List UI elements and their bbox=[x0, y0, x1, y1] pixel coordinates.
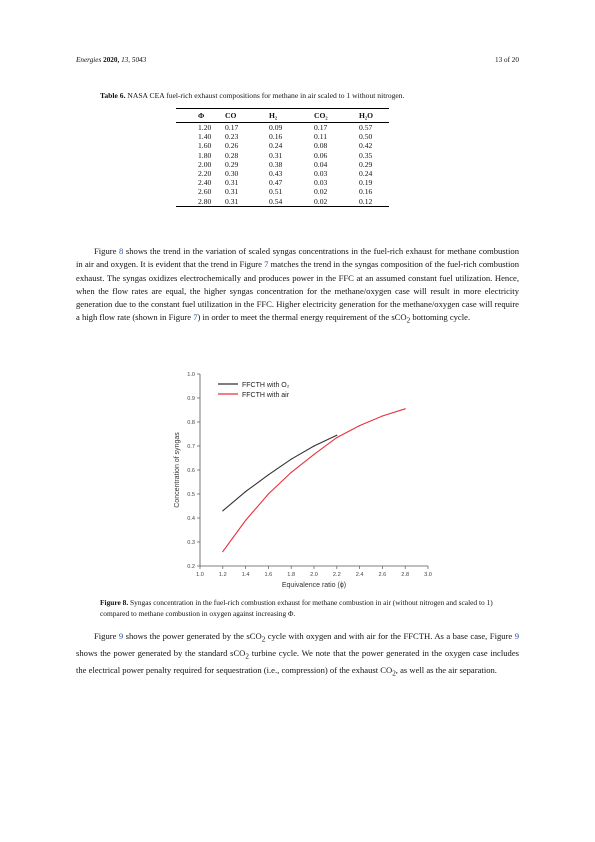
text-run: matches the trend in the syngas composition of the fuel-rich combustion exhaust. The syngas oxidizes electrochemically and produces power in the FFC at an assumed constant fuel utilization. Hence, when the flow rates are equal, the higher syngas concentration for the methane/oxygen case will result in more electricity generation due to the constant fuel utilization in the FFC. Higher electricity generation for the methane/oxygen case will require a high flow rate (shown in Figure bbox=[76, 259, 519, 323]
series-0-point bbox=[291, 459, 292, 460]
figure-link[interactable]: 8 bbox=[119, 246, 124, 256]
series-1-point bbox=[382, 415, 383, 416]
table-cell: 0.11 bbox=[314, 132, 328, 142]
subscript: 2 bbox=[261, 635, 266, 644]
table-cell: 0.04 bbox=[314, 159, 328, 169]
series-1-point bbox=[291, 472, 292, 473]
y-tick-label: 0.4 bbox=[187, 516, 195, 522]
table-cell: 0.31 bbox=[221, 197, 269, 207]
table-header-row bbox=[176, 109, 389, 123]
table-cell: 2.20 bbox=[198, 169, 212, 179]
legend-label-0: FFCTH with O₂ bbox=[242, 382, 290, 389]
table-cell: 0.12 bbox=[359, 197, 389, 207]
x-tick-label: 2.0 bbox=[310, 572, 318, 578]
series-1-point bbox=[313, 454, 314, 455]
table-cell: 2.80 bbox=[176, 197, 221, 207]
table-cell: 0.29 bbox=[359, 159, 373, 169]
table-row bbox=[176, 151, 389, 160]
legend-label-1: FFCTH with air bbox=[242, 392, 290, 399]
y-tick-label: 0.9 bbox=[187, 396, 195, 402]
series-0-point bbox=[245, 491, 246, 492]
y-tick-label: 1.0 bbox=[187, 372, 195, 378]
table-cell: 0.02 bbox=[314, 187, 328, 197]
table-cell: 0.17 bbox=[225, 123, 239, 132]
figure-link[interactable]: 7 bbox=[193, 312, 198, 323]
x-tick-label: 2.8 bbox=[401, 572, 410, 578]
series-1-point bbox=[268, 493, 269, 494]
series-line-0 bbox=[223, 435, 337, 511]
table-cell: 0.16 bbox=[359, 187, 373, 197]
table-cell: 0.24 bbox=[269, 141, 283, 151]
series-1-point bbox=[245, 520, 246, 521]
series-0-point bbox=[313, 445, 314, 446]
table-cell: 0.03 bbox=[314, 178, 328, 188]
figure-caption-text: Syngas concentration in the fuel-rich combustion exhaust for methane combustion in air (without nitrogen and scaled to 1) compared to methane combustion in oxygen against increasing Φ. bbox=[100, 598, 493, 619]
table-cell: 0.24 bbox=[359, 169, 373, 179]
table-caption-text: NASA CEA fuel-rich exhaust compositions for methane in air scaled to 1 without nitrogen. bbox=[125, 91, 405, 100]
text-run: shows the trend in the variation of scaled syngas concentrations in the fuel-rich exhaust for methane combustion in air and oxygen. It is evident that the trend in Figure bbox=[76, 246, 520, 270]
table-cell: 0.57 bbox=[359, 123, 373, 132]
series-0-point bbox=[222, 510, 223, 511]
x-tick-label: 1.8 bbox=[287, 572, 296, 578]
x-tick-label: 2.4 bbox=[355, 572, 364, 578]
figure-link[interactable]: 9 bbox=[514, 631, 519, 641]
figure-caption bbox=[100, 597, 510, 620]
journal-name: Energies bbox=[76, 56, 102, 64]
y-tick-label: 0.7 bbox=[187, 444, 195, 450]
figure-link[interactable]: 9 bbox=[118, 631, 124, 641]
text-run: shows the power generated by the standard sCO bbox=[76, 648, 246, 659]
x-tick-label: 1.4 bbox=[241, 572, 250, 578]
x-axis-title: Equivalence ratio (ϕ) bbox=[281, 582, 347, 589]
table-cell: 2.00 bbox=[198, 159, 212, 169]
table-cell: 0.47 bbox=[269, 178, 283, 188]
table-cell: 0.28 bbox=[225, 150, 239, 160]
series-1-point bbox=[405, 408, 406, 409]
subscript: 2 bbox=[245, 652, 249, 661]
figure-8-chart bbox=[168, 368, 438, 590]
series-1-point bbox=[359, 425, 360, 426]
table-label: Table 6. bbox=[100, 91, 126, 100]
table-cell: 1.60 bbox=[198, 141, 212, 151]
text-run: shows the power generated by the sCO bbox=[123, 631, 262, 641]
y-tick-label: 0.6 bbox=[187, 468, 195, 474]
table-cell: 1.40 bbox=[198, 132, 212, 142]
series-0-point bbox=[268, 474, 269, 475]
column-header: H₂O bbox=[359, 109, 389, 123]
y-tick-label: 0.3 bbox=[187, 540, 195, 546]
table-cell: 0.03 bbox=[314, 169, 328, 179]
table-cell: 0.19 bbox=[359, 178, 373, 188]
paragraph-figure9-discussion bbox=[76, 630, 519, 681]
table-cell: 0.06 bbox=[314, 150, 328, 160]
article-number: , 5043 bbox=[128, 56, 147, 64]
text-run: , as well as the air separation. bbox=[395, 665, 497, 676]
table-cell: 0.42 bbox=[359, 141, 373, 151]
series-line-1 bbox=[223, 409, 405, 552]
x-tick-label: 3.0 bbox=[424, 572, 432, 578]
subscript: 2 bbox=[392, 669, 396, 678]
table-cell: 0.30 bbox=[225, 169, 239, 179]
series-0-point bbox=[336, 435, 337, 436]
table-cell: 0.17 bbox=[314, 123, 328, 132]
table-cell: 0.23 bbox=[225, 132, 239, 142]
table-cell: 0.31 bbox=[225, 187, 239, 197]
x-tick-label: 1.2 bbox=[218, 572, 227, 578]
table-cell: 0.50 bbox=[359, 132, 373, 142]
chart-svg bbox=[168, 368, 438, 590]
table-cell: 0.54 bbox=[269, 197, 314, 207]
paragraph-figure8-discussion bbox=[76, 245, 519, 329]
table-cell: 0.09 bbox=[269, 123, 283, 132]
column-header: H₂ bbox=[269, 109, 314, 123]
table-cell: 0.35 bbox=[359, 150, 373, 160]
table-caption bbox=[100, 91, 405, 100]
table-row bbox=[176, 132, 389, 141]
y-axis-title: Concentration of syngas bbox=[174, 432, 181, 508]
table-row bbox=[176, 197, 389, 207]
table-cell: 0.02 bbox=[314, 197, 359, 207]
table-cell: 0.08 bbox=[314, 141, 328, 151]
text-run: Figure bbox=[94, 631, 119, 641]
x-tick-label: 2.6 bbox=[378, 572, 387, 578]
table-row bbox=[176, 169, 389, 178]
table-row bbox=[176, 160, 389, 169]
text-run: cycle with oxygen and with air for the FFCTH. As a base case, Figure bbox=[265, 631, 515, 641]
figure-label: Figure 8. bbox=[100, 598, 129, 607]
text-run: ) in order to meet the thermal energy requirement of the sCO bbox=[197, 312, 407, 323]
figure-link[interactable]: 7 bbox=[264, 259, 269, 270]
text-run: Figure bbox=[94, 246, 120, 256]
series-1-point bbox=[336, 437, 337, 438]
running-header-journal bbox=[76, 56, 146, 64]
table-cell: 0.43 bbox=[269, 169, 283, 179]
table-cell: 0.31 bbox=[269, 150, 283, 160]
table-cell: 0.26 bbox=[225, 141, 239, 151]
table-cell: 0.51 bbox=[269, 187, 283, 197]
x-tick-label: 1.0 bbox=[196, 572, 204, 578]
table-row bbox=[176, 123, 389, 133]
table-cell: 0.31 bbox=[225, 178, 239, 188]
journal-year: 2020, bbox=[103, 56, 122, 64]
column-header: CO₂ bbox=[314, 109, 359, 123]
table-row bbox=[176, 141, 389, 150]
subscript: 2 bbox=[406, 317, 411, 326]
page-number: 13 of 20 bbox=[495, 56, 519, 64]
data-table bbox=[176, 108, 389, 207]
table-cell: 2.40 bbox=[198, 178, 212, 188]
table-cell: 1.20 bbox=[198, 123, 212, 132]
table-row bbox=[176, 178, 389, 187]
text-run: turbine cycle. We note that the power generated in the oxygen case includes the electrical power penalty required for sequestration (i.e., compression) of the exhaust CO bbox=[76, 648, 520, 676]
table-cell: 2.60 bbox=[198, 187, 212, 197]
series-1-point bbox=[222, 551, 223, 552]
column-header: CO bbox=[221, 109, 269, 123]
table-cell: 0.29 bbox=[225, 159, 239, 169]
table-cell: 0.38 bbox=[269, 159, 283, 169]
x-tick-label: 1.6 bbox=[264, 572, 273, 578]
table-cell: 1.80 bbox=[198, 150, 212, 160]
journal-volume: 13 bbox=[121, 56, 129, 64]
y-tick-label: 0.5 bbox=[187, 492, 195, 498]
y-tick-label: 0.8 bbox=[187, 420, 195, 426]
column-header: Φ bbox=[176, 109, 221, 123]
table-cell: 0.16 bbox=[269, 132, 283, 142]
y-tick-label: 0.2 bbox=[187, 564, 195, 570]
x-tick-label: 2.2 bbox=[332, 572, 341, 578]
text-run: bottoming cycle. bbox=[410, 312, 471, 323]
table-row bbox=[176, 187, 389, 196]
